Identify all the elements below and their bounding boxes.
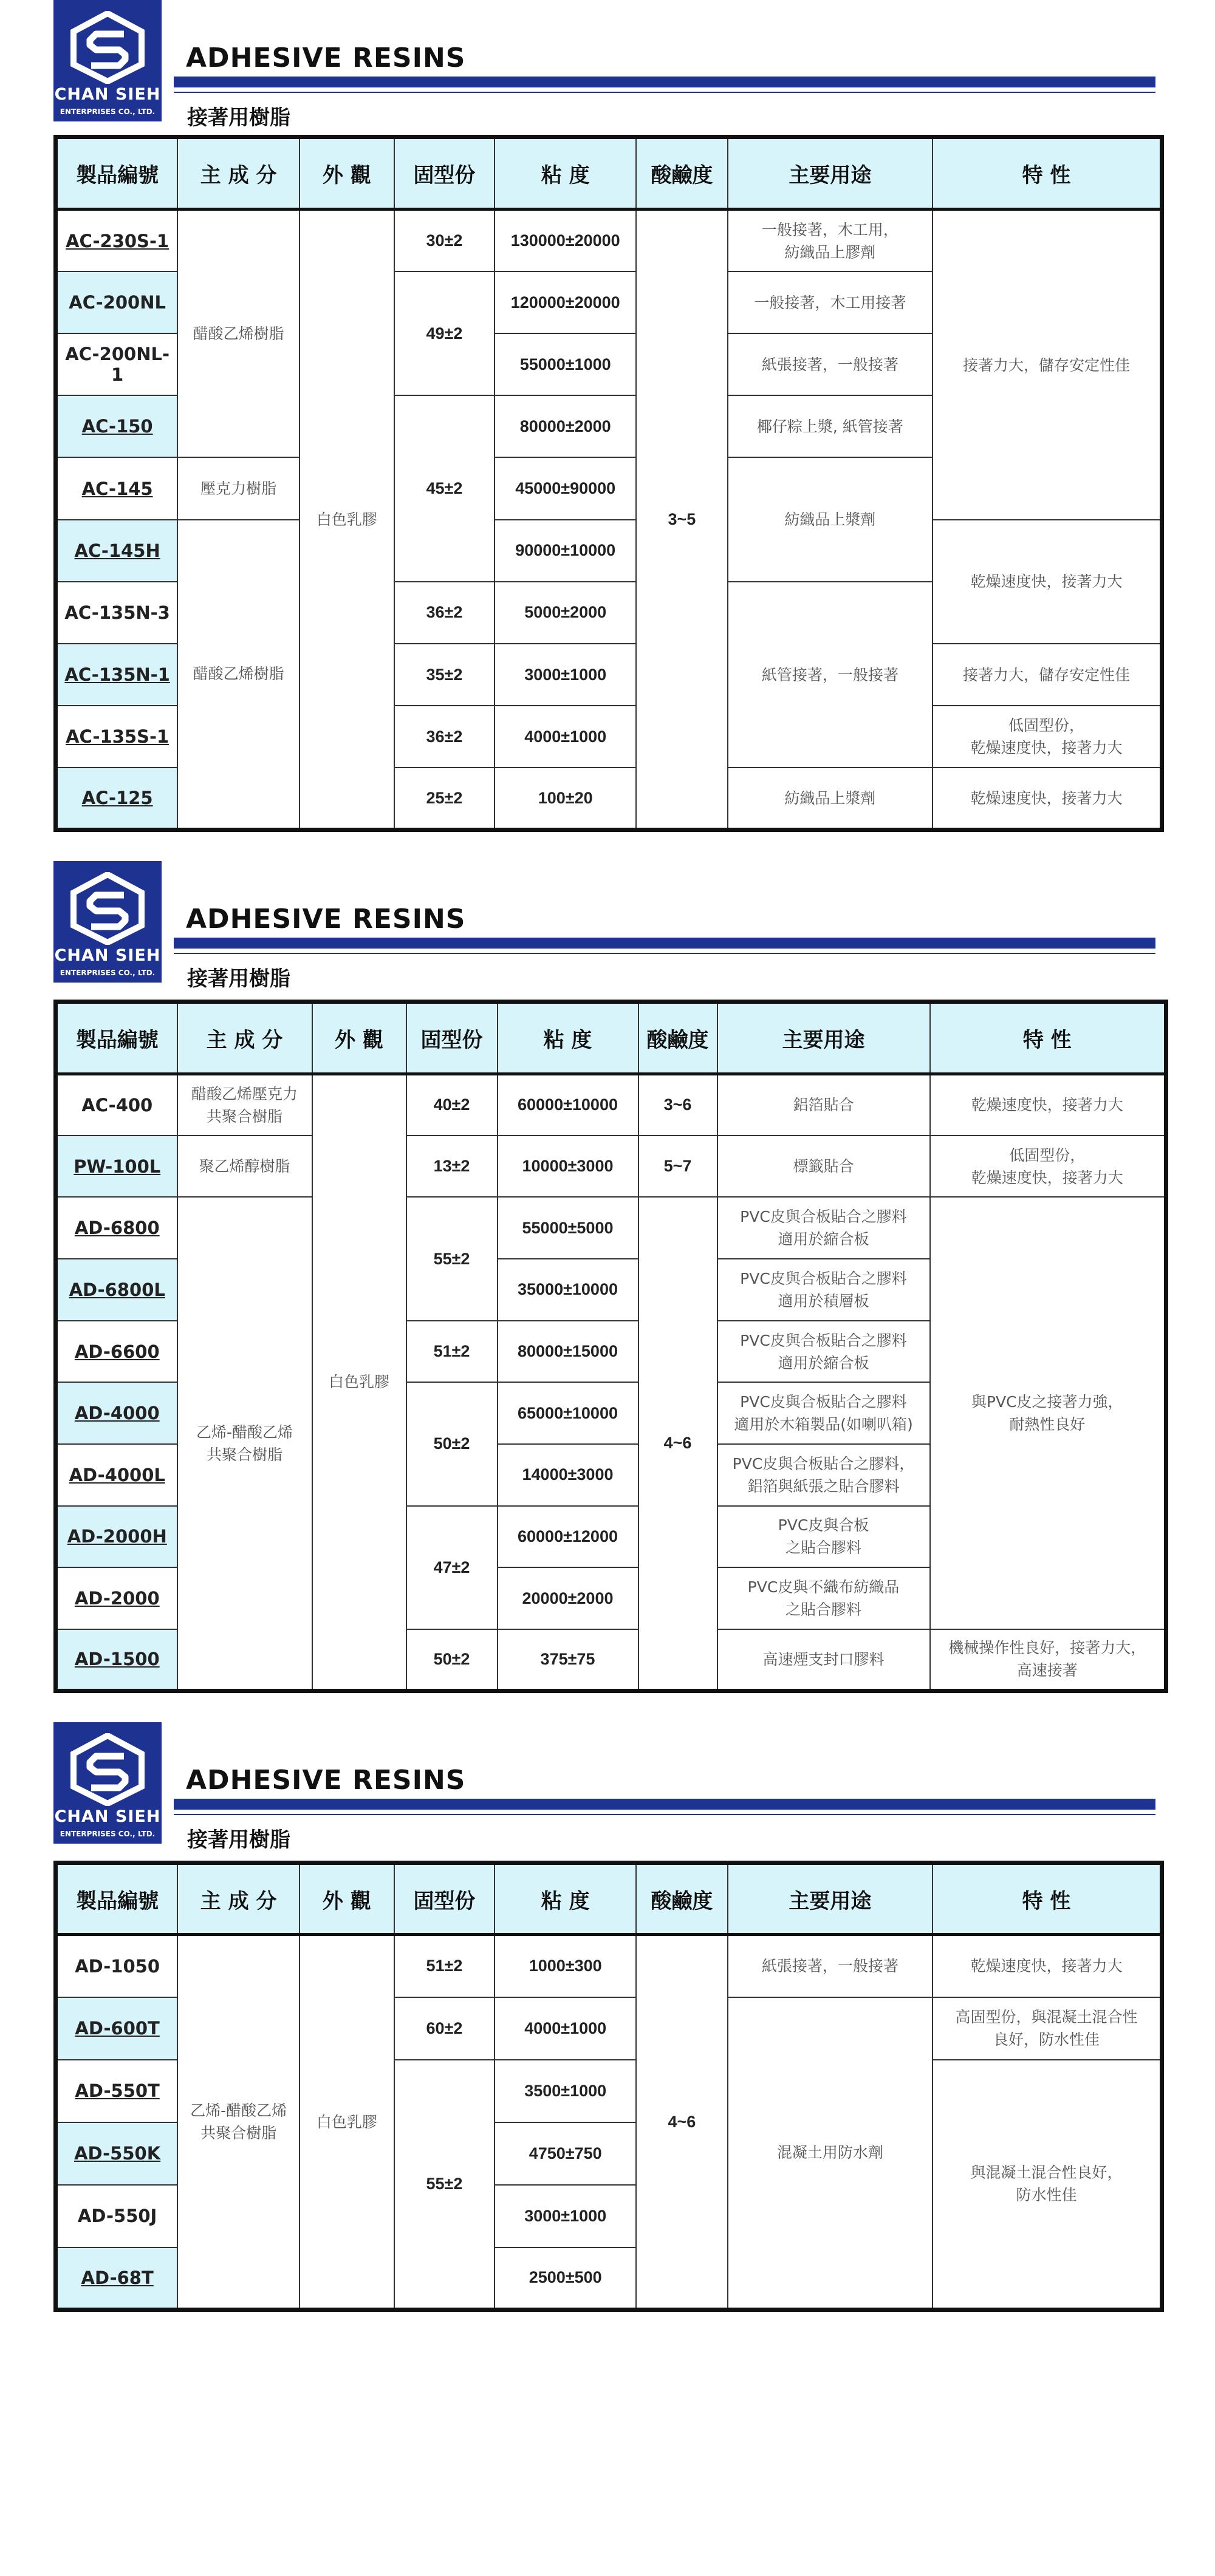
product-id: AC-400 [56,1074,177,1136]
viscosity-cell: 130000±20000 [495,210,636,271]
viscosity-cell: 100±20 [495,768,636,830]
header-composition: 主 成 分 [177,1002,312,1074]
product-id-link[interactable]: AD-600T [56,1997,178,2060]
header-appearance: 外 觀 [312,1002,406,1074]
solids-cell: 40±2 [406,1074,498,1136]
title-rule-thick [174,1799,1155,1810]
title-rule-thin [174,92,1155,93]
viscosity-cell: 5000±2000 [495,582,636,644]
product-id-link[interactable]: AC-150 [56,395,178,457]
title-rule-thin [174,953,1155,954]
header-uses: 主要用途 [728,1863,933,1935]
solids-cell: 51±2 [406,1321,498,1383]
table-row [56,210,1162,271]
appearance-cell: 白色乳膠 [312,1074,406,1691]
uses-cell: 一般接著，木工用， 紡織品上膠劑 [728,210,933,271]
uses-cell: 紙管接著，一般接著 [728,582,933,768]
company-logo [53,0,162,121]
header-viscosity: 粘 度 [498,1002,638,1074]
features-cell: 乾燥速度快，接著力大 [933,1935,1162,1997]
viscosity-cell: 3000±1000 [495,2185,636,2247]
solids-cell: 36±2 [394,706,495,768]
viscosity-cell: 20000±2000 [498,1567,638,1629]
product-table [53,1000,1168,1693]
viscosity-cell: 60000±10000 [498,1074,638,1136]
table-header-row [56,137,1162,210]
header-product-id: 製品編號 [56,1863,178,1935]
uses-cell: 紙張接著，一般接著 [728,1935,933,1997]
product-id-link[interactable]: AC-145 [56,457,178,519]
uses-cell: 紡織品上漿劑 [728,457,933,581]
table-row [56,1136,1166,1198]
product-table [53,135,1164,832]
product-id-link[interactable]: AD-4000 [56,1382,177,1444]
viscosity-cell: 45000±90000 [495,457,636,519]
solids-cell: 45±2 [394,395,495,581]
header-appearance: 外 觀 [299,1863,394,1935]
header-appearance: 外 觀 [299,137,394,210]
solids-cell: 30±2 [394,210,495,271]
section-title: ADHESIVE RESINS [186,904,466,935]
composition-cell: 乙烯-醋酸乙烯 共聚合樹脂 [177,1935,299,2310]
features-cell: 與混凝土混合性良好， 防水性佳 [933,2060,1162,2310]
viscosity-cell: 375±75 [498,1629,638,1691]
product-id-link[interactable]: AC-135N-1 [56,644,178,706]
company-logo [53,1722,162,1844]
features-cell: 機械操作性良好，接著力大， 高速接著 [930,1629,1166,1691]
product-id-link[interactable]: AD-1500 [56,1629,177,1691]
table-header-row [56,1002,1166,1074]
product-id-link[interactable]: AC-135S-1 [56,706,178,768]
product-id-link[interactable]: AD-2000H [56,1506,177,1568]
section-subtitle: 接著用樹脂 [187,1828,290,1852]
product-id: AD-550J [56,2185,178,2247]
viscosity-cell: 3000±1000 [495,644,636,706]
product-id: AC-200NL [56,271,178,333]
features-cell: 與PVC皮之接著力強， 耐熱性良好 [930,1197,1166,1629]
viscosity-cell: 14000±3000 [498,1444,638,1506]
solids-cell: 49±2 [394,271,495,395]
section-title: ADHESIVE RESINS [186,1765,466,1796]
composition-cell: 醋酸乙烯樹脂 [177,520,299,830]
header-product-id: 製品編號 [56,1002,177,1074]
solids-cell: 35±2 [394,644,495,706]
ph-cell: 3~5 [636,210,728,830]
header-ph: 酸鹼度 [636,1863,728,1935]
uses-cell: 一般接著，木工用接著 [728,271,933,333]
viscosity-cell: 120000±20000 [495,271,636,333]
product-id-link[interactable]: AD-550K [56,2122,178,2185]
product-id-link[interactable]: AD-4000L [56,1444,177,1506]
adhesive-resins-section-1 [53,0,1164,832]
solids-cell: 55±2 [394,2060,495,2310]
section-subtitle: 接著用樹脂 [187,967,290,991]
uses-cell: 混凝土用防水劑 [728,1997,933,2310]
brand-name: CHAN SIEH [54,1807,161,1826]
header-solids: 固型份 [394,1863,495,1935]
table-header-row [56,1863,1162,1935]
solids-cell: 25±2 [394,768,495,830]
title-rule-thick [174,77,1155,87]
appearance-cell: 白色乳膠 [299,1935,394,2310]
table-row [56,1935,1162,1997]
product-id-link[interactable]: AC-145H [56,520,178,582]
uses-cell: 高速煙支封口膠料 [717,1629,930,1691]
table-row [56,1197,1166,1259]
section-subtitle: 接著用樹脂 [187,106,290,130]
composition-cell: 乙烯-醋酸乙烯 共聚合樹脂 [177,1197,312,1691]
solids-cell: 50±2 [406,1629,498,1691]
header-uses: 主要用途 [728,137,933,210]
product-id-link[interactable]: AD-68T [56,2247,178,2310]
composition-cell: 聚乙烯醇樹脂 [177,1136,312,1198]
hexagon-s-logo-icon [68,1733,147,1806]
adhesive-resins-section-2 [53,861,1164,1693]
uses-cell: PVC皮與合板貼合之膠料 適用於縮合板 [717,1197,930,1259]
hexagon-s-logo-icon [68,872,147,945]
viscosity-cell: 90000±10000 [495,520,636,582]
brand-name: CHAN SIEH [54,85,161,104]
viscosity-cell: 65000±10000 [498,1382,638,1444]
viscosity-cell: 80000±15000 [498,1321,638,1383]
brand-subtitle: ENTERPRISES CO., LTD. [60,107,156,116]
viscosity-cell: 3500±1000 [495,2060,636,2122]
uses-cell: PVC皮與合板 之貼合膠料 [717,1506,930,1568]
header-features: 特 性 [933,137,1162,210]
header-viscosity: 粘 度 [495,137,636,210]
product-id-link[interactable]: AD-6600 [56,1321,177,1383]
header-viscosity: 粘 度 [495,1863,636,1935]
composition-cell: 醋酸乙烯壓克力 共聚合樹脂 [177,1074,312,1136]
header-product-id: 製品編號 [56,137,178,210]
uses-cell: PVC皮與合板貼合之膠料， 鋁箔與紙張之貼合膠料 [717,1444,930,1506]
viscosity-cell: 35000±10000 [498,1259,638,1321]
solids-cell: 51±2 [394,1935,495,1997]
composition-cell: 醋酸乙烯樹脂 [177,210,299,458]
product-id-link[interactable]: AC-230S-1 [56,210,178,271]
appearance-cell: 白色乳膠 [299,210,394,830]
uses-cell: PVC皮與合板貼合之膠料 適用於縮合板 [717,1321,930,1383]
features-cell: 接著力大，儲存安定性佳 [933,210,1162,520]
ph-cell: 5~7 [638,1136,717,1198]
ph-cell: 4~6 [636,1935,728,2310]
features-cell: 高固型份，與混凝土混合性 良好，防水性佳 [933,1997,1162,2060]
viscosity-cell: 4000±1000 [495,706,636,768]
features-cell: 乾燥速度快，接著力大 [933,768,1162,830]
uses-cell: 紡織品上漿劑 [728,768,933,830]
header-ph: 酸鹼度 [638,1002,717,1074]
ph-cell: 3~6 [638,1074,717,1136]
solids-cell: 13±2 [406,1136,498,1198]
viscosity-cell: 80000±2000 [495,395,636,457]
viscosity-cell: 10000±3000 [498,1136,638,1198]
title-rule-thick [174,938,1155,949]
viscosity-cell: 55000±5000 [498,1197,638,1259]
solids-cell: 60±2 [394,1997,495,2060]
header-composition: 主 成 分 [177,1863,299,1935]
header-solids: 固型份 [406,1002,498,1074]
product-id-link[interactable]: AD-6800 [56,1197,177,1259]
header-features: 特 性 [930,1002,1166,1074]
brand-subtitle: ENTERPRISES CO., LTD. [60,969,156,977]
viscosity-cell: 55000±1000 [495,333,636,395]
header-solids: 固型份 [394,137,495,210]
company-logo [53,861,162,983]
brand-name: CHAN SIEH [54,946,161,965]
features-cell: 乾燥速度快，接著力大 [930,1074,1166,1136]
table-row [56,520,1162,582]
product-id-link[interactable]: AD-550T [56,2060,178,2122]
product-id-link[interactable]: AD-2000 [56,1567,177,1629]
uses-cell: 紙張接著，一般接著 [728,333,933,395]
product-id-link[interactable]: AC-125 [56,768,178,830]
viscosity-cell: 1000±300 [495,1935,636,1997]
uses-cell: PVC皮與合板貼合之膠料 適用於積層板 [717,1259,930,1321]
uses-cell: PVC皮與不織布紡織品 之貼合膠料 [717,1567,930,1629]
solids-cell: 55±2 [406,1197,498,1320]
header-features: 特 性 [933,1863,1162,1935]
title-rule-thin [174,1814,1155,1815]
adhesive-resins-section-3 [53,1722,1164,2308]
brand-subtitle: ENTERPRISES CO., LTD. [60,1830,156,1838]
product-id-link[interactable]: PW-100L [56,1136,177,1198]
product-id-link[interactable]: AD-6800L [56,1259,177,1321]
features-cell: 乾燥速度快，接著力大 [933,520,1162,644]
header-ph: 酸鹼度 [636,137,728,210]
product-id: AC-135N-3 [56,582,178,644]
hexagon-s-logo-icon [68,11,147,84]
section-title: ADHESIVE RESINS [186,43,466,73]
viscosity-cell: 2500±500 [495,2247,636,2310]
features-cell: 接著力大，儲存安定性佳 [933,644,1162,706]
composition-cell: 壓克力樹脂 [177,457,299,519]
uses-cell: 標籤貼合 [717,1136,930,1198]
header-composition: 主 成 分 [177,137,299,210]
ph-cell: 4~6 [638,1197,717,1691]
solids-cell: 47±2 [406,1506,498,1629]
product-table [53,1861,1164,2312]
solids-cell: 50±2 [406,1382,498,1505]
table-row [56,1074,1166,1136]
uses-cell: 椰仔粽上漿, 紙管接著 [728,395,933,457]
header-uses: 主要用途 [717,1002,930,1074]
features-cell: 低固型份， 乾燥速度快，接著力大 [933,706,1162,768]
viscosity-cell: 4000±1000 [495,1997,636,2060]
solids-cell: 36±2 [394,582,495,644]
product-id: AD-1050 [56,1935,178,1997]
viscosity-cell: 60000±12000 [498,1506,638,1568]
uses-cell: 鋁箔貼合 [717,1074,930,1136]
viscosity-cell: 4750±750 [495,2122,636,2185]
product-id: AC-200NL-1 [56,333,178,395]
features-cell: 低固型份， 乾燥速度快，接著力大 [930,1136,1166,1198]
uses-cell: PVC皮與合板貼合之膠料 適用於木箱製品(如喇叭箱) [717,1382,930,1444]
